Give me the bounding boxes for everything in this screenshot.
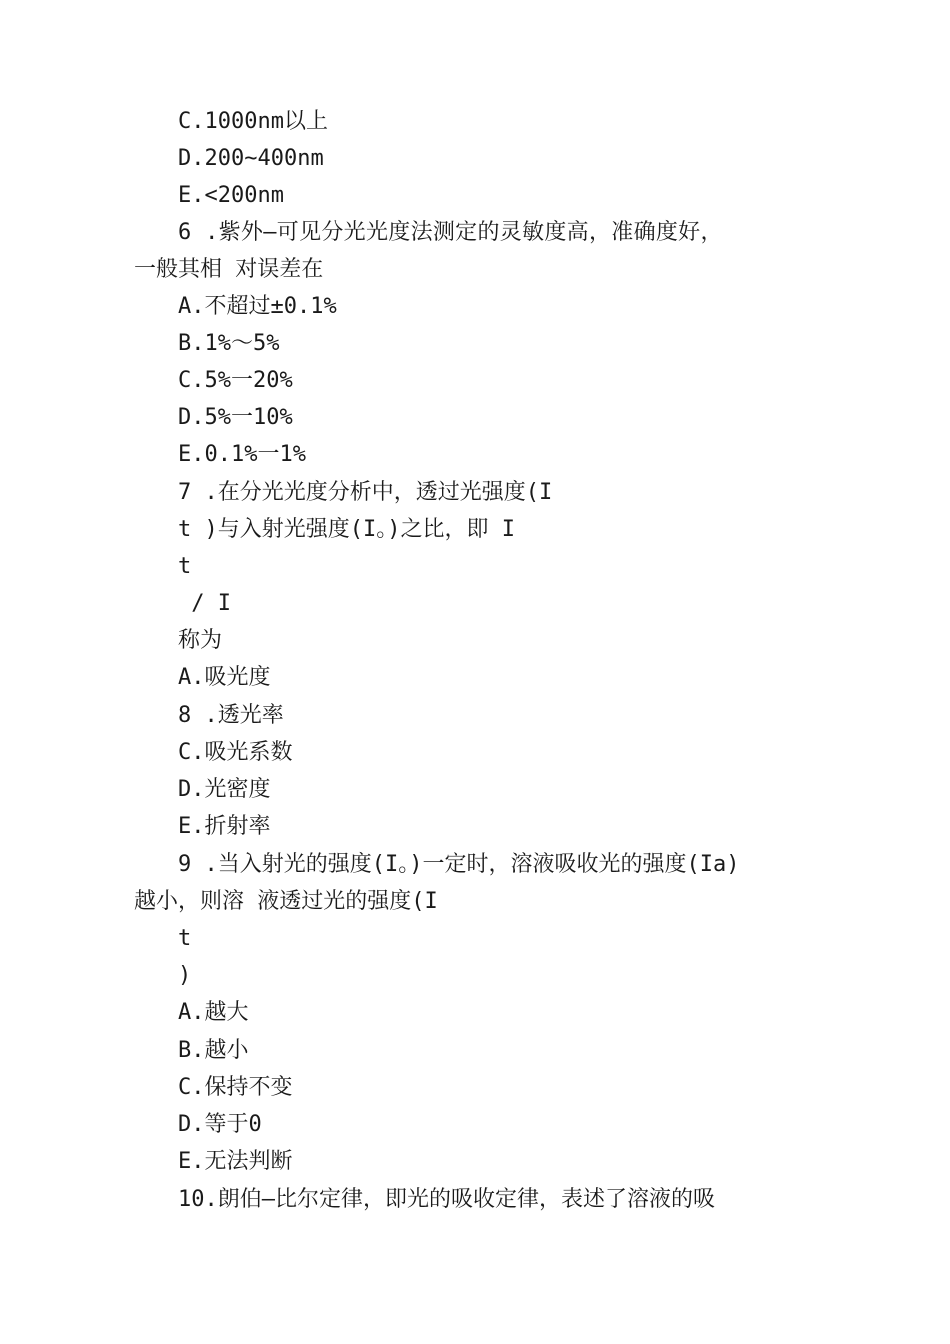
option-line-e-wavelength: E.<200nm (178, 183, 284, 208)
question-7-continuation: t )与入射光强度(I。)之比，即 I (178, 517, 515, 542)
question-7-option-b: 8 .透光率 (178, 703, 284, 728)
question-6-option-c: C.5%一20% (178, 368, 293, 393)
question-9-continuation: 越小，则溶 液透过光的强度(I (134, 889, 438, 914)
question-6-option-d: D.5%一10% (178, 405, 293, 430)
question-9-option-c: C.保持不变 (178, 1075, 293, 1100)
question-7-option-d: D.光密度 (178, 777, 271, 802)
question-9-close-paren: ) (178, 963, 192, 988)
question-7-option-c: C.吸光系数 (178, 740, 293, 765)
question-6-option-b: B.1%～5% (178, 331, 280, 356)
question-7-text: 7 .在分光光度分析中，透过光强度(I (178, 480, 553, 505)
question-9-option-d: D.等于0 (178, 1112, 262, 1137)
question-9-text: 9 .当入射光的强度(I。)一定时，溶液吸收光的强度(Ia) (178, 852, 740, 877)
question-9-option-a: A.越大 (178, 1000, 249, 1025)
question-7-option-e: E.折射率 (178, 814, 271, 839)
question-6-option-a: A.不超过±0.1% (178, 294, 337, 319)
question-9-option-e: E.无法判断 (178, 1149, 293, 1174)
question-6-option-e: E.0.1%一1% (178, 442, 306, 467)
question-7-ending: 称为 (178, 628, 223, 653)
option-line-c-wavelength: C.1000nm以上 (178, 109, 328, 134)
question-6-continuation: 一般其相 对误差在 (134, 257, 324, 282)
option-line-d-wavelength: D.200~400nm (178, 146, 324, 171)
question-7-subscript-t: t (178, 554, 192, 579)
question-6-text: 6 .紫外—可见分光光度法测定的灵敏度高，准确度好， (178, 220, 723, 245)
question-7-ratio: / I (178, 591, 231, 616)
question-10-text: 10.朗伯—比尔定律，即光的吸收定律，表述了溶液的吸 (178, 1187, 715, 1212)
question-9-subscript-t: t (178, 926, 192, 951)
question-9-option-b: B.越小 (178, 1038, 249, 1063)
question-7-option-a: A.吸光度 (178, 665, 271, 690)
